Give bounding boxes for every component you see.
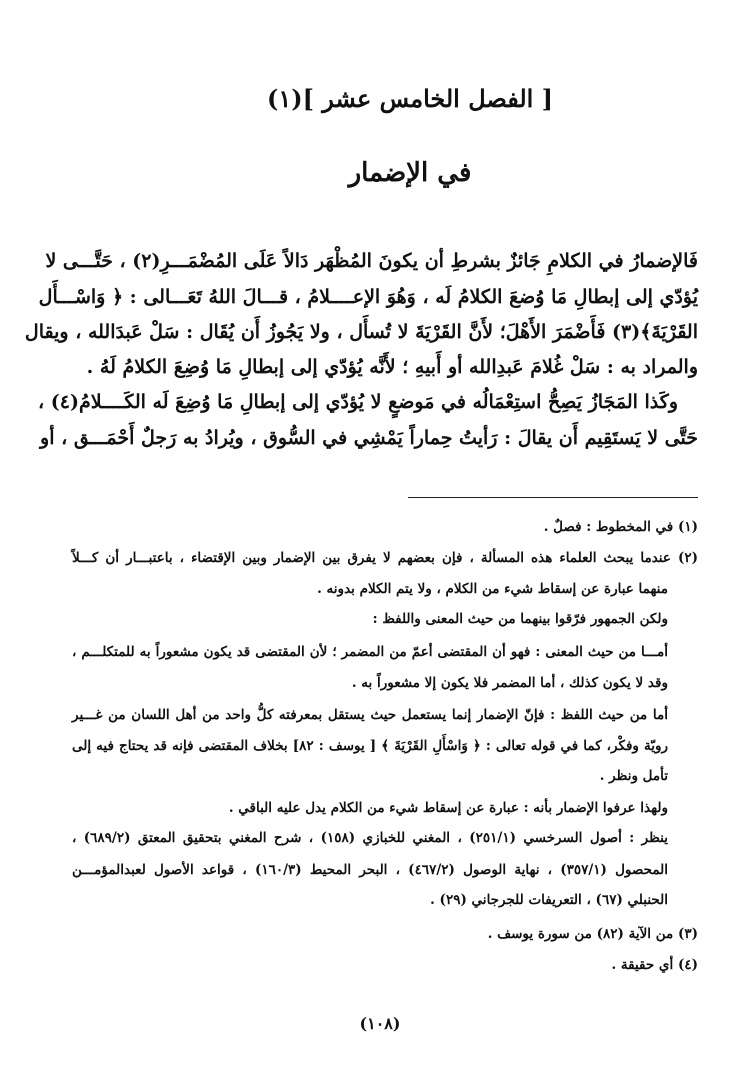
footnote-continuation: منهما عبارة عن إسقاط شيء من الكلام ، ولا يتم الكلام بدونه . (317, 581, 668, 597)
section-title: في الإضمار (348, 158, 472, 188)
footnote-continuation: ينظر : أصول السرخسي (٢٥١/١) ، المغني للخبازي (١٥٨) ، شرح المغني بتحقيق المعتق (٦٨٩/٢) ، (72, 830, 668, 846)
footnote: (٢) عندما يبحث العلماء هذه المسألة ، فإن بعضهم لا يفرق بين الإضمار وبين الإقتضاء ، باعتبـــار أن كـــلاً (72, 550, 698, 566)
page-number: (١٠٨) (359, 1014, 401, 1033)
footnote-continuation: أمـــا من حيث المعنى : فهو أن المقتضى أعمّ من المضمر ؛ لأن المقتضى قد يكون مشعوراً به للمتكلـــم ، (72, 644, 668, 660)
footnote-continuation: المحصول (٣٥٧/١) ، نهاية الوصول (٤٦٧/٢) ، البحر المحيط (١٦٠/٣) ، قواعد الأصول لعبدالمؤمـــن (72, 862, 668, 878)
body-text-line: وكَذا المَجَازُ يَصِحُّ استِعْمَالُه في مَوضعٍ لا يُؤدّي إلى إبطالِ مَا وُضِعَ لَه الكَــــلامُ(٤) ، (38, 391, 678, 413)
body-text-line: يُؤدّي إلى إبطالِ مَا وُضعَ الكلامُ لَه ، وَهُوَ الإعــــلامُ ، قـــالَ اللهُ تَعَـــالى : ﴿ وَاسْـــأَل (38, 286, 698, 308)
body-text-line: فَالإضمارُ في الكلامِ جَائزٌ بشرطِ أن يكونَ المُظْهَر دَالاً عَلَى المُضْمَـــرِ(٢) ، حَتَّـــى لا (45, 250, 698, 272)
footnote-continuation: وقد لا يكون كذلك ، أما المضمر فلا يكون إلا مشعوراً به . (351, 675, 668, 691)
footnote-separator (408, 497, 698, 498)
footnote-continuation: أما من حيث اللفظ : فإنّ الإضمار إنما يستعمل حيث يستقل بمعرفته كلُّ واحد من أهل اللسان من غـــير (72, 707, 668, 723)
footnote: (١) في المخطوط : فصلٌ . (543, 519, 698, 535)
footnote-continuation: تأمل ونظر . (599, 768, 668, 784)
chapter-title: [ الفصل الخامس عشر ](١) (266, 84, 554, 113)
footnote-continuation: رويّة وفكْر، كما في قوله تعالى : ﴿ وَاسْأَلِ القَرْيَةَ ﴾ [ يوسف : ٨٢] بخلاف المقتضى فإنه قد يحتاج فيه إلى (72, 738, 668, 754)
footnote-continuation: ولهذا عرفوا الإضمار بأنه : عبارة عن إسقاط شيء من الكلام يدل عليه الباقي . (228, 800, 668, 816)
body-text-line: القَرْيَةَ﴾(٣) فَأَضْمَرَ الأَهْلَ؛ لأَنَّ القَرْيَةَ لا تُسأَل ، ولا يَجُوزُ أَن يُقَال : سَلْ عَبدَالله ، ويقال (24, 321, 698, 343)
body-text-line: والمراد به : سَلْ غُلامَ عَبدِالله أو أَبيهِ ؛ لأَنَّه يُؤدّي إلى إبطالِ مَا وُضِعَ الكلامُ لَهُ . (86, 356, 698, 378)
footnote: (٣) من الآية (٨٢) من سورة يوسف . (487, 926, 698, 942)
footnote-continuation: الحنبلي (٦٧) ، التعريفات للجرجاني (٢٩) . (430, 892, 668, 908)
footnote-continuation: ولكن الجمهور فرّقوا بينهما من حيث المعنى واللفظ : (372, 611, 668, 627)
footnote: (٤) أي حقيقة . (611, 957, 698, 973)
body-text-line: حَتَّى لا يَستَقِيم أَن يقالَ : رَأيتُ حِماراً يَمْشِي في السُّوق ، ويُرادُ به رَجلٌ أَحْمَـــق ، أو (40, 427, 698, 449)
